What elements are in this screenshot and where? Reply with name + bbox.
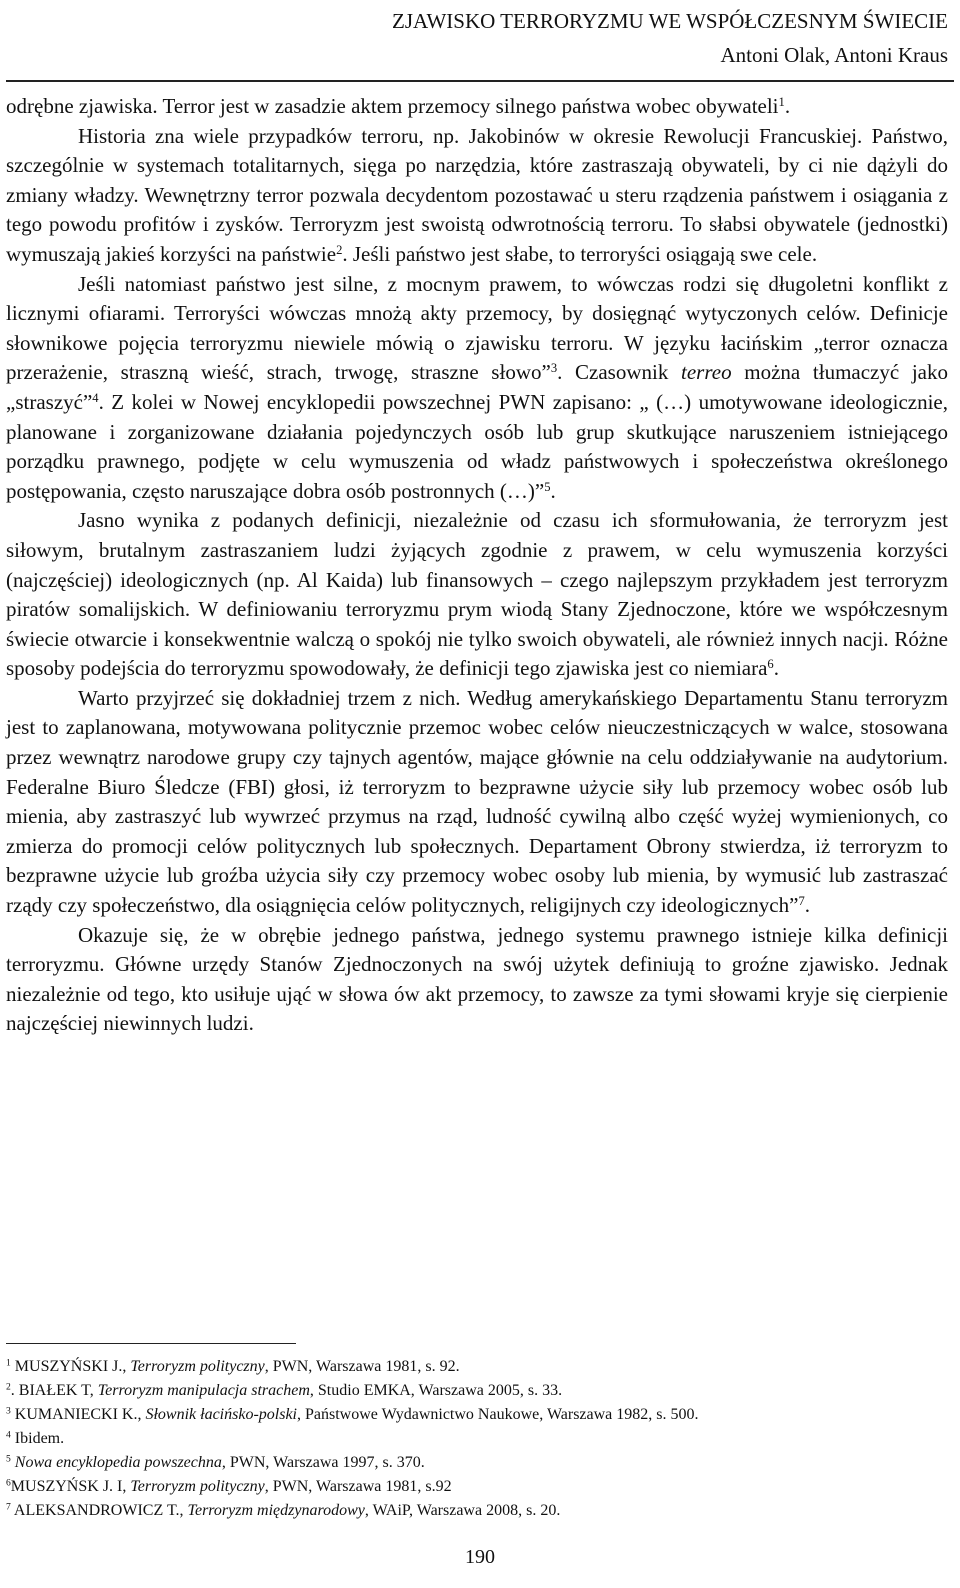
page-number: 190 [465,1546,495,1568]
paragraph-3: Jeśli natomiast państwo jest silne, z mocnym prawem, to wówczas rodzi się długoletni konflikt z licznymi ofiarami. Terroryści wówczas mnożą akty przemocy, by dosięgnąć wytyczonych celów. Definicje słownikowe pojęcia terroryzmu niewiele mówią o zjawisku terroru. W języku łacińskim „terror oznacza przerażenie, straszną wieść, strach, trwogę, straszne słowo”$^3$. Czasownik terreo można tłumaczyć jako „straszyć”$^4$. Z kolei w Nowej encyklopedii powszechnej PWN zapisano: „ (…) umotywowane ideologicznie, planowane i zorganizowane działania pojedynczych osób lub grup skutkujące naruszeniem istniejącego porządku prawnego, podjęte w celu wymuszenia od władz państwowych i społeczeństwa określonego postępowania, często naruszające dobra osób postronnych (…)”$^5$. [6,271,949,503]
paragraph-4: Jasno wynika z podanych definicji, niezależnie od czasu ich sformułowania, że terroryzm jest siłowym, brutalnym zastraszaniem ludzi żyjących zgodnie z prawem, w celu wymuszenia korzyści (najczęściej) ideologicznych (np. Al Kaida) lub finansowych – czego najlepszym przykładem jest terroryzm piratów somalijskich. W definiowaniu terroryzmu prym wiodą Stany Zjednoczone, które we współczesnym świecie otwarcie i konsekwentnie walczą o spokój nie tylko swoich obywateli, ale również innych nacji. Różne sposoby podejścia do terroryzmu spowodowały, że definicji tego zjawiska jest co niemiara$^6$. [6,508,948,681]
latin-word: terreo [681,360,732,385]
footnote-ref-5: 5 [544,479,551,494]
footnote-ref-4: 4 [92,391,99,406]
footnote-item: $^6$MUSZYŃSK J. I, Terroryzm polityczny, PWN, Warszawa 1981, s.92 [6,1477,452,1495]
footnote-item: $^7$ ALEKSANDROWICZ T., Terroryzm międzynarodowy, WAiP, Warszawa 2008, s. 20. [6,1501,561,1519]
footnotes [6,1355,948,1523]
footnote-item: $^3$ KUMANIECKI K., Słownik łacińsko-polski, Państwowe Wydawnictwo Naukowe, Warszawa 1982, s. 500. [6,1405,699,1423]
footnote-ref-6: 6 [767,657,774,672]
running-header [392,4,948,72]
footnote-ref-7: 7 [798,894,805,909]
footnote-ref-3: 3 [550,361,558,376]
footnote-item: $^5$ Nowa encyklopedia powszechna, PWN, Warszawa 1997, s. 370. [6,1453,425,1471]
footnote-ref-2: 2 [336,243,343,258]
header-title: ZJAWISKO TERRORYZMU WE WSPÓŁCZESNYM ŚWIECIE [392,9,948,33]
footnote-item: $^2$. BIAŁEK T, Terroryzm manipulacja strachem, Studio EMKA, Warszawa 2005, s. 33. [6,1381,563,1399]
footnote-item: $^1$ MUSZYŃSKI J., Terroryzm polityczny, PWN, Warszawa 1981, s. 92. [6,1357,460,1375]
header-rule [6,80,954,82]
paragraph-2: Historia zna wiele przypadków terroru, np. Jakobinów w okresie Rewolucji Francuskiej. Państwo, szczególnie w systemach totalitarnych, sięga po narzędzia, które zastraszają obywateli, by ci nie dążyli do zmiany władzy. Wewnętrzny terror pozwala decydentom pozostawać u steru rządzenia państwem i osiągania z tego powodu profitów i zysków. Terroryzm jest swoistą odwrotnością terroru. To słabsi obywatele (jednostki) wymuszają jakieś korzyści na państwie$^2$. Jeśli państwo jest słabe, to terroryści osiągają swe cele. [6,123,948,266]
footnote-ref-1: 1 [778,95,785,110]
body-text [6,92,948,1039]
paragraph-1: odrębne zjawiska. Terror jest w zasadzie aktem przemocy silnego państwa wobec obywateli$^1$. [6,94,791,118]
header-authors: Antoni Olak, Antoni Kraus [720,43,948,67]
paragraph-5: Warto przyjrzeć się dokładniej trzem z nich. Według amerykańskiego Departamentu Stanu terroryzm jest to zaplanowana, motywowana politycznie przemoc wobec celów nieuczestniczących w walce, stosowana przez wewnątrz narodowe grupy czy tajnych agentów, mające głównie na celu oddziaływanie na audytorium. Federalne Biuro Śledcze (FBI) głosi, iż terroryzm to bezprawne użycie siły lub przemocy wobec osób lub mienia, aby zastraszyć lub wywrzeć przymus na rząd, ludność cywilną albo część wyżej wymienionych, co zmierza do promocji celów politycznych lub społecznych. Departament Obrony stwierdza, iż terroryzm to bezprawne użycie lub groźba użycia siły czy przemocy wobec osoby lub mienia, by wymusić lub zastraszać rządy czy społeczeństwo, dla osiągnięcia celów politycznych, religijnych czy ideologicznych”$^7$. [6,685,948,918]
footnote-separator [6,1343,296,1344]
paragraph-6: Okazuje się, że w obrębie jednego państwa, jednego systemu prawnego istnieje kilka definicji terroryzmu. Główne urzędy Stanów Zjednoczonych na swój użytek definiują to groźne zjawisko. Jednak niezależnie od tego, kto usiłuje ująć w słowa ów akt przemocy, to zawsze za tymi słowami kryje się cierpienie najczęściej niewinnych ludzi. [6,922,948,1036]
footnote-item: $^4$ Ibidem. [6,1429,65,1447]
